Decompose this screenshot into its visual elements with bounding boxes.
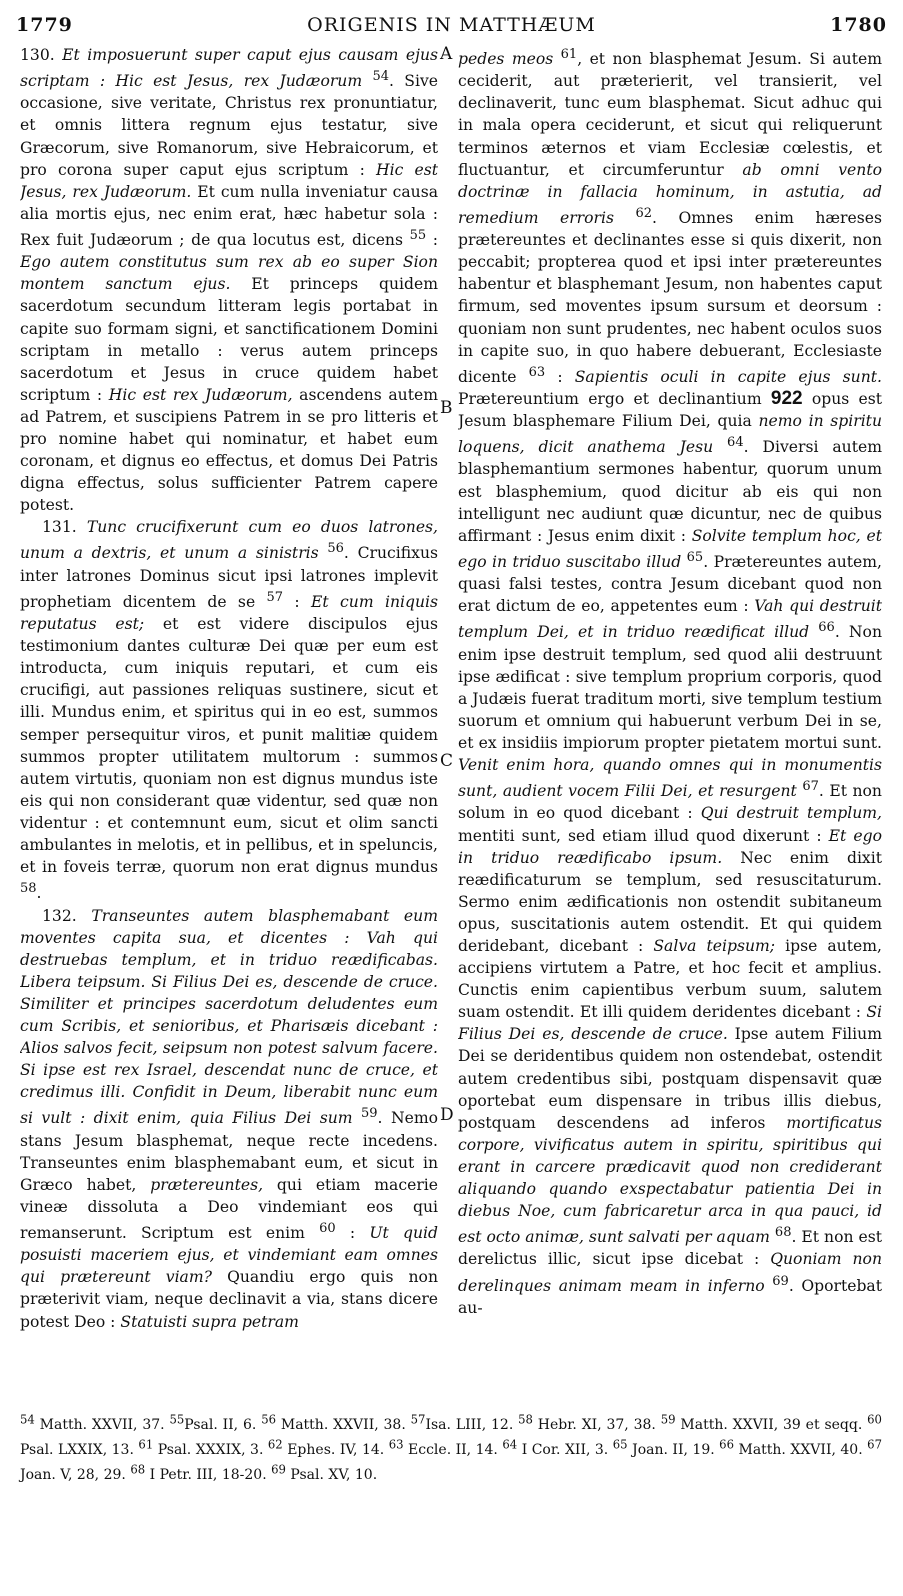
italic-text: Sapientis oculi in capite ejus sunt. bbox=[574, 367, 882, 386]
footnote-ref: 64 bbox=[727, 435, 744, 451]
footnote bbox=[410, 1412, 519, 1433]
footnote-ref: 61 bbox=[138, 1437, 154, 1452]
text-run: . Nemo stans Jesum blasphemat, neque recte incedens. Transeuntes enim blasphemabant eum, et sicut in Græco habet, bbox=[20, 1109, 438, 1194]
text-run: . Non enim ipse destruit templum, sed quod alii destruunt ipse ædificat : sive templum proprium corporis, quod a Judæis fuerat traditum morti, sive templum testium suorum et omnium qui habuerunt verbum Dei in se, et ex insidiis impiorum propter pietatem mortui sunt. bbox=[458, 623, 882, 752]
text-run: . Et non est derelictus illic, sicut ipse dicebat : bbox=[458, 1228, 882, 1269]
footnote-ref: 58 bbox=[20, 881, 37, 897]
italic-text: Transeuntes autem blasphemabant eum moventes capita sua, et dicentes : Vah qui destruebas templum, et in triduo reædificabas. Libera teipsum. Si Filius Dei es, descende de cruce. Similiter et principes sacerdotum deludentes eum cum Scribis, et senioribus, et Pharisæis dicebant : Alios salvos fecit, seipsum non potest salvum facere. Si ipse est rex Israel, descendat nunc de cruce, et credimus illi. Confidit in Deum, liberabit nunc eum si vult : dixit enim, quia Filius Dei sum bbox=[20, 906, 438, 1128]
right-column bbox=[458, 44, 882, 1378]
footnote-ref: 64 bbox=[502, 1437, 518, 1452]
text-run: : bbox=[426, 231, 438, 250]
margin-letter-d: D bbox=[440, 1105, 454, 1125]
text-run bbox=[713, 438, 727, 456]
italic-text: Statuisti supra petram bbox=[120, 1312, 299, 1331]
italic-text: Salva teipsum; bbox=[653, 936, 776, 955]
text-run: Joan. II, 19. bbox=[627, 1441, 720, 1458]
paragraph-130 bbox=[20, 44, 438, 516]
footnote-ref: 69 bbox=[271, 1462, 286, 1477]
left-column bbox=[20, 44, 438, 1378]
text-run: Matth. XXVII, 37. bbox=[34, 1416, 170, 1433]
text-run: ascendens autem ad Patrem, et suscipiens Patrem in se pro litteris et pro nomine habet qui nominatur, et habet eum coronam, et dignus eo effectus, et domus Dei Patris digna effectus, solus sufficienter Patrem capere potest. bbox=[20, 385, 438, 515]
text-run: Ipse autem Filium Dei se deridentibus quidem non ostendebat, ostendit autem credentibus sibi, postquam dispensavit quæ oportebat eum dispensare in tribus illis diebus, postquam descendens ad inferos bbox=[458, 1025, 882, 1132]
italic-text: Venit enim hora, quando omnes qui in monumentis sunt, audient vocem Filii Dei, et resurgent bbox=[458, 756, 882, 801]
text-run: qui etiam macerie vineæ dissoluta a Deo vindemiant eos qui remanserunt. Scriptum est enim bbox=[20, 1175, 438, 1243]
text-run: . Sive occasione, sive veritate, Christus rex pronuntiatur, et omnis littera regnum ejus testatur, sive Græcorum, sive Romanorum, sive Hebraicorum, et pro corona super caput ejus scriptum : bbox=[20, 72, 438, 179]
footnote bbox=[612, 1437, 720, 1458]
footnote bbox=[130, 1462, 272, 1483]
footnote-ref: 67 bbox=[802, 779, 819, 795]
text-run: Nec enim dixit reædificaturum se templum, sed resuscitaturum. Sermo enim ædificationis non ostendit subitaneum opus, suscitationis autem ostendit. Et qui quidem deridebant, dicebant : bbox=[458, 848, 882, 955]
text-run: . bbox=[36, 884, 42, 903]
text-run: : bbox=[335, 1224, 370, 1243]
italic-text: Hic est Jesus, rex Judæorum. bbox=[20, 160, 438, 201]
footnote-ref: 63 bbox=[388, 1437, 404, 1452]
text-run: . Diversi autem blasphemantium sermones habentur, quorum unum est blasphemium, quod dicitur ab eis qui non intelligunt nec audiunt quæ dicuntur, nec de quibus affirmant : Jesus enim dixit : bbox=[458, 438, 882, 545]
footnote bbox=[267, 1437, 389, 1458]
text-run: Matth. XXVII, 39 et seqq. bbox=[675, 1416, 868, 1433]
text-run: Et princeps quidem sacerdotum secundum litteram legis portabat in capite suo formam signi, et sanctificationem Domini scriptam in metallo : verus autem princeps sacerdotum et Jesus in cruce quidem habet scriptum : bbox=[20, 275, 438, 404]
page-number-right: 1780 bbox=[830, 14, 887, 36]
italic-text: pedes meos bbox=[458, 50, 561, 69]
footnote-ref: 54 bbox=[372, 69, 389, 85]
text-run: Matth. XXVII, 40. bbox=[734, 1441, 868, 1458]
page-header bbox=[16, 14, 887, 38]
text-run: 130. bbox=[20, 46, 63, 64]
footnote bbox=[502, 1437, 613, 1458]
footnote bbox=[719, 1437, 868, 1458]
text-run: : bbox=[283, 593, 312, 611]
footnote-ref: 62 bbox=[267, 1437, 283, 1452]
text-run: Psal. II, 6. bbox=[184, 1416, 262, 1433]
footnote-ref: 66 bbox=[719, 1437, 734, 1452]
italic-text: prætereuntes, bbox=[150, 1175, 264, 1194]
footnotes bbox=[20, 1410, 882, 1485]
text-run: Isa. LIII, 12. bbox=[425, 1416, 519, 1433]
paragraph-131 bbox=[20, 516, 438, 904]
italic-text: mortificatus corpore, vivificatus autem in spiritu, spiritibus qui erant in carcere prædicavit quod non crediderant aliquando quando exspectabatur patientia Dei in diebus Noe, cum fabricaretur arca in qua pauci, id est octo animæ, sunt salvati per aquam bbox=[458, 1113, 882, 1247]
italic-text: Ego autem constitutus sum rex ab eo super Sion montem sanctum ejus. bbox=[20, 253, 438, 294]
italic-text: Si Filius Dei es, descende de cruce. bbox=[458, 1003, 882, 1044]
footnote-ref: 60 bbox=[319, 1221, 336, 1236]
italic-text: Qui destruit templum, bbox=[700, 804, 882, 823]
text-run bbox=[809, 623, 818, 641]
margin-letter-c: C bbox=[440, 751, 454, 771]
footnote-ref: 65 bbox=[612, 1437, 628, 1452]
text-run: Hebr. XI, 37, 38. bbox=[532, 1416, 661, 1433]
footnote-ref: 56 bbox=[327, 541, 344, 557]
footnote-ref: 61 bbox=[560, 47, 578, 62]
text-run: I Cor. XII, 3. bbox=[517, 1441, 613, 1458]
text-run: . Et non solum in eo quod dicebant : bbox=[458, 782, 882, 823]
text-run: et est videre discipulos ejus testimonium dantes culturæ Dei quæ per eum est introducta, cum iniquis reputari, et cum eis crucifigi, aut passiones reliquas sustinere, sicut et illi. Mundus enim, et spiritus qui in eo est, summos semper persequitur viros, et punit malitiæ quidem summos propter utilitatem multorum : summos autem virtutis, quoniam non est dignus mundus iste eis qui non considerant quæ videntur, sed quæ non videntur : et contemnunt eum, sicut et olim sancti ambulantes in melotis, et in pellibus, et in speluncis, et in foveis terræ, quorum non erat dignus mundus bbox=[20, 615, 438, 877]
text-run: I Petr. III, 18-20. bbox=[145, 1466, 272, 1483]
footnote-ref: 67 bbox=[867, 1437, 882, 1452]
footnote bbox=[388, 1437, 503, 1458]
paragraph-132-continued bbox=[458, 44, 882, 1319]
footnote-ref: 68 bbox=[130, 1462, 146, 1477]
text-run bbox=[614, 209, 636, 227]
text-run: Quandiu ergo quis non præterivit viam, neque declinavit a via, stans dicere potest Deo : bbox=[20, 1268, 438, 1331]
footnote-ref: 59 bbox=[361, 1106, 378, 1122]
text-run: . Prætereuntes autem, quasi falsi testes, contra Jesum dicebant quod non erat dictum de eo, appetentes eum : bbox=[458, 553, 882, 616]
footnote bbox=[518, 1412, 661, 1433]
text-run: Eccle. II, 14. bbox=[403, 1441, 503, 1458]
text-run: . Omnes enim hæreses prætereuntes et declinantes esse si quis dixerit, non peccabit; propterea quod et ipsi inter prætereuntes habentur et blasphemant Jesum, non habentes caput firmum, sed moventes ipsum sursum et deorsum : quoniam non sunt prudentes, nec habent oculos suos in capite suo, in quo habere debuerant, Ecclesiaste dicente bbox=[458, 209, 882, 386]
italic-text: Solvite templum hoc, et ego in triduo suscitabo illud bbox=[458, 526, 882, 571]
text-run: Prætereuntium ergo et declinantium bbox=[458, 389, 771, 408]
text-run: : bbox=[545, 367, 575, 386]
text-run: Matth. XXVII, 38. bbox=[276, 1416, 411, 1433]
footnote bbox=[261, 1412, 411, 1433]
footnote-ref: 63 bbox=[528, 364, 546, 380]
footnote bbox=[271, 1462, 378, 1483]
footnote bbox=[138, 1437, 268, 1458]
text-run: Ephes. IV, 14. bbox=[282, 1441, 389, 1458]
greek-column-number: 922 bbox=[770, 387, 803, 409]
footnote-ref: 62 bbox=[635, 205, 653, 221]
italic-text: ab omni vento doctrinæ in fallacia hominum, in astutia, ad remedium erroris bbox=[458, 160, 882, 228]
text-run: , et non blasphemat Jesum. Si autem ceciderit, aut præterierit, vel transierit, vel declinaverit, tunc eum blasphemat. Sicut adhuc qui in mala opera ceciderunt, et sicut qui reliquerunt terminos æternos et viam Ecclesiæ cœlestis, et fluctuantur, et circumferuntur bbox=[458, 50, 882, 179]
footnote-ref: 56 bbox=[261, 1412, 277, 1426]
italic-text: Hic est rex Judæorum, bbox=[108, 385, 293, 404]
text-run: ipse autem, accipiens virtutem a Patre, et hoc fecit et amplius. Cunctis enim capientibus verbum suum, salutem suam ostendit. Et illi quidem deridentes dicebant : bbox=[458, 936, 882, 1022]
italic-text: Et imposuerunt super caput ejus causam ejus scriptam : Hic est Jesus, rex Judæorum bbox=[20, 46, 438, 91]
margin-letter-a: A bbox=[440, 44, 453, 64]
italic-text: nemo in spiritu loquens, dicit anathema Jesu bbox=[458, 412, 882, 457]
footnote-ref: 57 bbox=[410, 1412, 426, 1426]
footnote-ref: 69 bbox=[772, 1273, 789, 1289]
margin-letter-b: B bbox=[440, 398, 453, 418]
text-run: Psal. LXXIX, 13. bbox=[20, 1441, 139, 1458]
text-run: opus est Jesum blasphemare Filium Dei, quia bbox=[458, 389, 882, 431]
italic-text: Quoniam non derelinques animam meam in inferno bbox=[458, 1250, 882, 1295]
footnote bbox=[169, 1412, 262, 1433]
footnote bbox=[660, 1412, 868, 1433]
footnote-ref: 65 bbox=[686, 549, 704, 565]
italic-text: Et cum iniquis reputatus est; bbox=[20, 593, 438, 634]
footnote-ref: 58 bbox=[518, 1412, 533, 1426]
text-run: Psal. XV, 10. bbox=[285, 1466, 378, 1483]
footnote-ref: 54 bbox=[20, 1412, 35, 1426]
text-run: 131. bbox=[42, 518, 87, 537]
text-run: . Oportebat au- bbox=[458, 1276, 882, 1317]
text-run: . Crucifixus inter latrones Dominus sicut ipsi latrones implevit prophetiam dicentem de se bbox=[20, 544, 438, 611]
page-number-left: 1779 bbox=[16, 14, 73, 36]
italic-text: Et ego in triduo reædificabo ipsum. bbox=[458, 826, 882, 867]
footnote bbox=[20, 1412, 170, 1433]
italic-text: Tunc crucifixerunt cum eo duos latrones, unum a dextris, et unum a sinistris bbox=[20, 518, 438, 563]
text-run: Et cum nulla inveniatur causa alia mortis ejus, nec enim erat, hæc habetur sola : Rex fuit Judæorum ; de qua locutus est, dicens bbox=[20, 182, 438, 250]
running-title: ORIGENIS IN MATTHÆUM bbox=[307, 14, 596, 36]
footnote-ref: 59 bbox=[660, 1412, 676, 1426]
footnote-ref: 55 bbox=[409, 227, 427, 243]
text-run: Joan. V, 28, 29. bbox=[20, 1466, 131, 1483]
footnote-ref: 68 bbox=[774, 1225, 792, 1241]
italic-text: Ut quid posuisti maceriem ejus, et vindemiant eam omnes qui prætereunt viam? bbox=[20, 1224, 438, 1287]
footnote-ref: 57 bbox=[266, 589, 284, 605]
footnote-ref: 60 bbox=[867, 1412, 882, 1426]
text-run: 132. bbox=[42, 906, 92, 925]
text-run: mentiti sunt, sed etiam illud quod dixerunt : bbox=[458, 826, 829, 845]
footnote-ref: 66 bbox=[818, 620, 835, 636]
footnote-ref: 55 bbox=[169, 1412, 185, 1426]
paragraph-132 bbox=[20, 905, 438, 1333]
italic-text: Vah qui destruit templum Dei, et in triduo reædificat illud bbox=[458, 597, 882, 642]
text-run: Psal. XXXIX, 3. bbox=[153, 1441, 268, 1458]
